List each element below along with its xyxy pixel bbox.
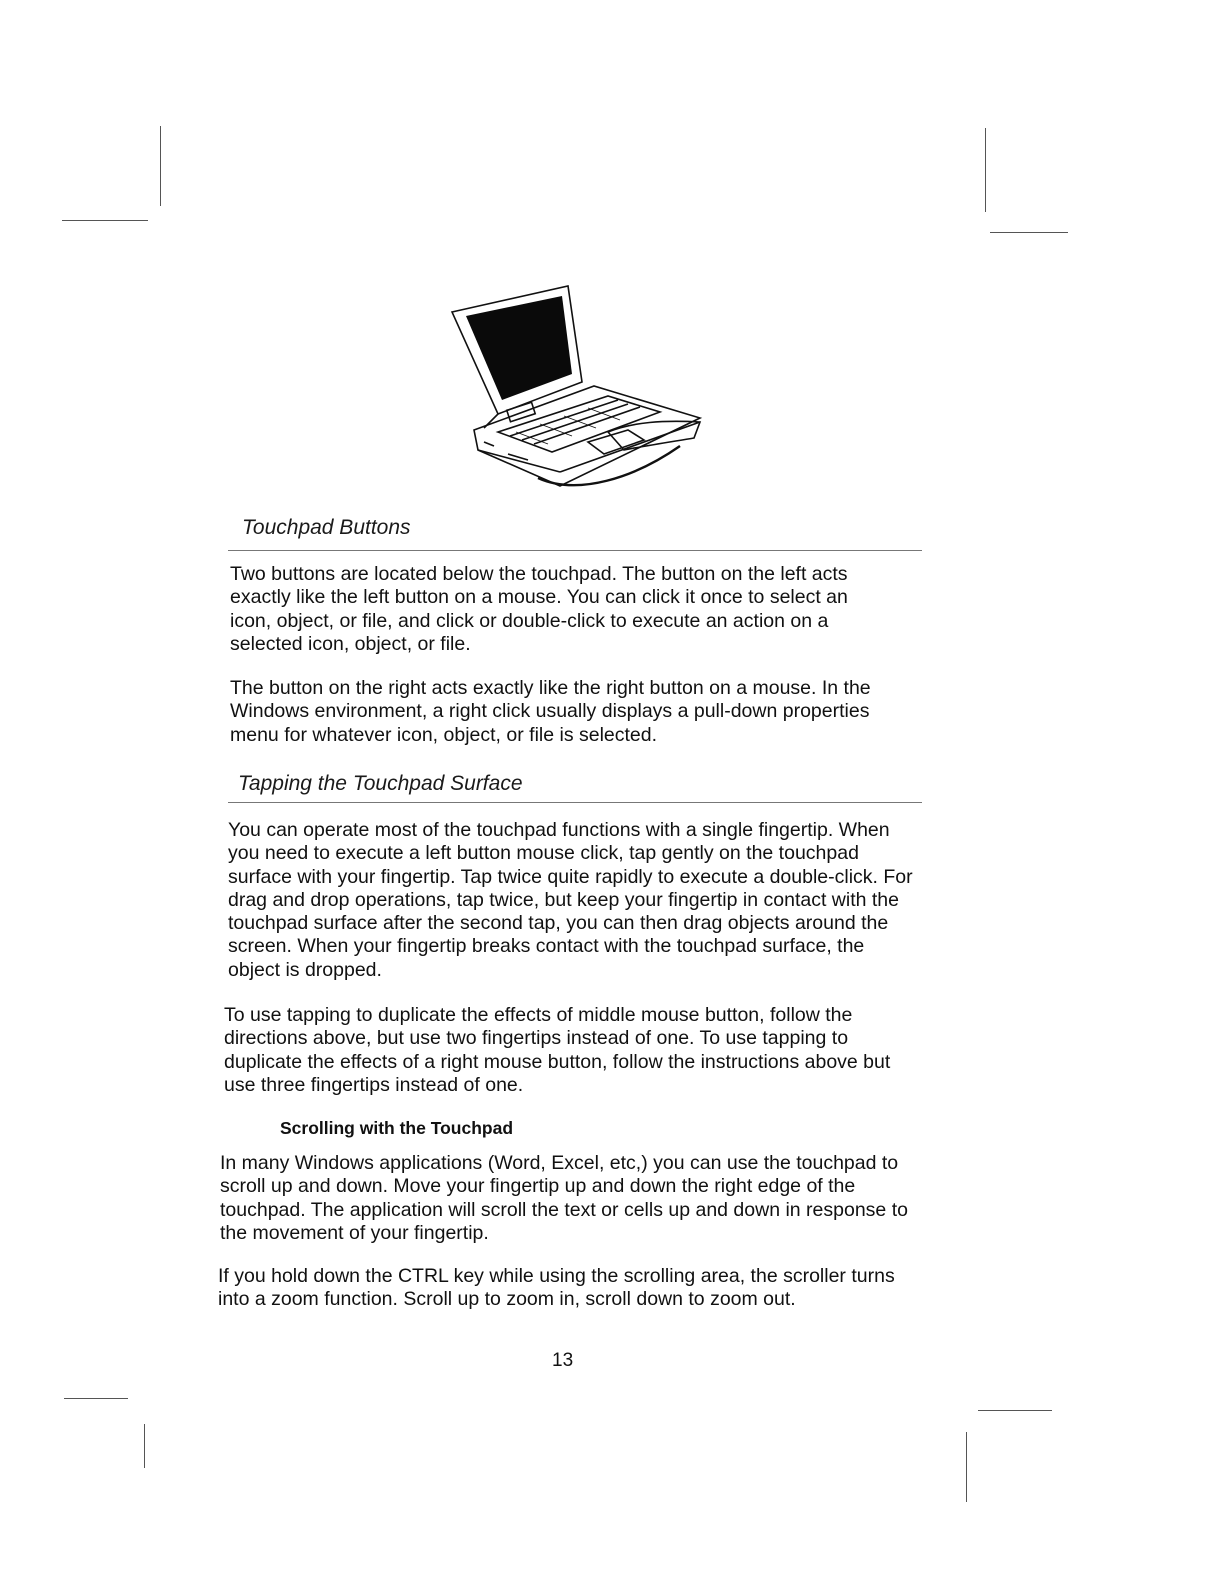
paragraph: In many Windows applications (Word, Excel, etc,) you can use the touchpad to scroll up and down. Move your fingertip up and down the right edge of the touchpad. The application will scroll the text or cells up and down in response to the movement of your fingertip. bbox=[220, 1152, 908, 1244]
crop-mark-bottom-left-v bbox=[144, 1424, 145, 1468]
crop-mark-bottom-right-h bbox=[978, 1410, 1052, 1411]
section-heading-tapping: Tapping the Touchpad Surface bbox=[238, 772, 523, 795]
section-heading-touchpad-buttons: Touchpad Buttons bbox=[242, 516, 411, 539]
paragraph: To use tapping to duplicate the effects of middle mouse button, follow the directions above, but use two fingertips instead of one. To use tapping to duplicate the effects of a right mouse button, follow the instructions above but use three fingertips instead of one. bbox=[224, 1004, 891, 1096]
page-number: 13 bbox=[552, 1350, 574, 1371]
paragraph: The button on the right acts exactly like the right button on a mouse. In the Windows environment, a right click usually displays a pull-down properties menu for whatever icon, object, or file is selected. bbox=[230, 677, 871, 746]
section-rule bbox=[228, 802, 922, 803]
crop-mark-top-left-h bbox=[62, 220, 148, 221]
crop-mark-top-left-v bbox=[160, 126, 161, 206]
section-rule bbox=[228, 550, 922, 551]
crop-mark-top-right-v bbox=[985, 128, 986, 212]
paragraph: If you hold down the CTRL key while using the scrolling area, the scroller turns into a zoom function. Scroll up to zoom in, scroll down to zoom out. bbox=[218, 1265, 895, 1311]
crop-mark-bottom-left-h bbox=[64, 1398, 128, 1399]
paragraph: Two buttons are located below the touchpad. The button on the left acts exactly like the left button on a mouse. You can click it once to select an icon, object, or file, and click or double-click to execute an action on a selected icon, object, or file. bbox=[230, 563, 848, 655]
crop-mark-top-right-h bbox=[990, 232, 1068, 233]
crop-mark-bottom-right-v bbox=[966, 1432, 967, 1502]
section-heading-scrolling: Scrolling with the Touchpad bbox=[280, 1118, 514, 1138]
laptop-illustration bbox=[448, 282, 708, 494]
paragraph: You can operate most of the touchpad functions with a single fingertip. When you need to execute a left button mouse click, tap gently on the touchpad surface with your fingertip. Tap twice quite rapidly to execute a double-click. For drag and drop operations, tap twice, but keep your fingertip in contact with the touchpad surface after the second tap, you can then drag objects around the screen. When your fingertip breaks contact with the touchpad surface, the object is dropped. bbox=[228, 819, 913, 981]
